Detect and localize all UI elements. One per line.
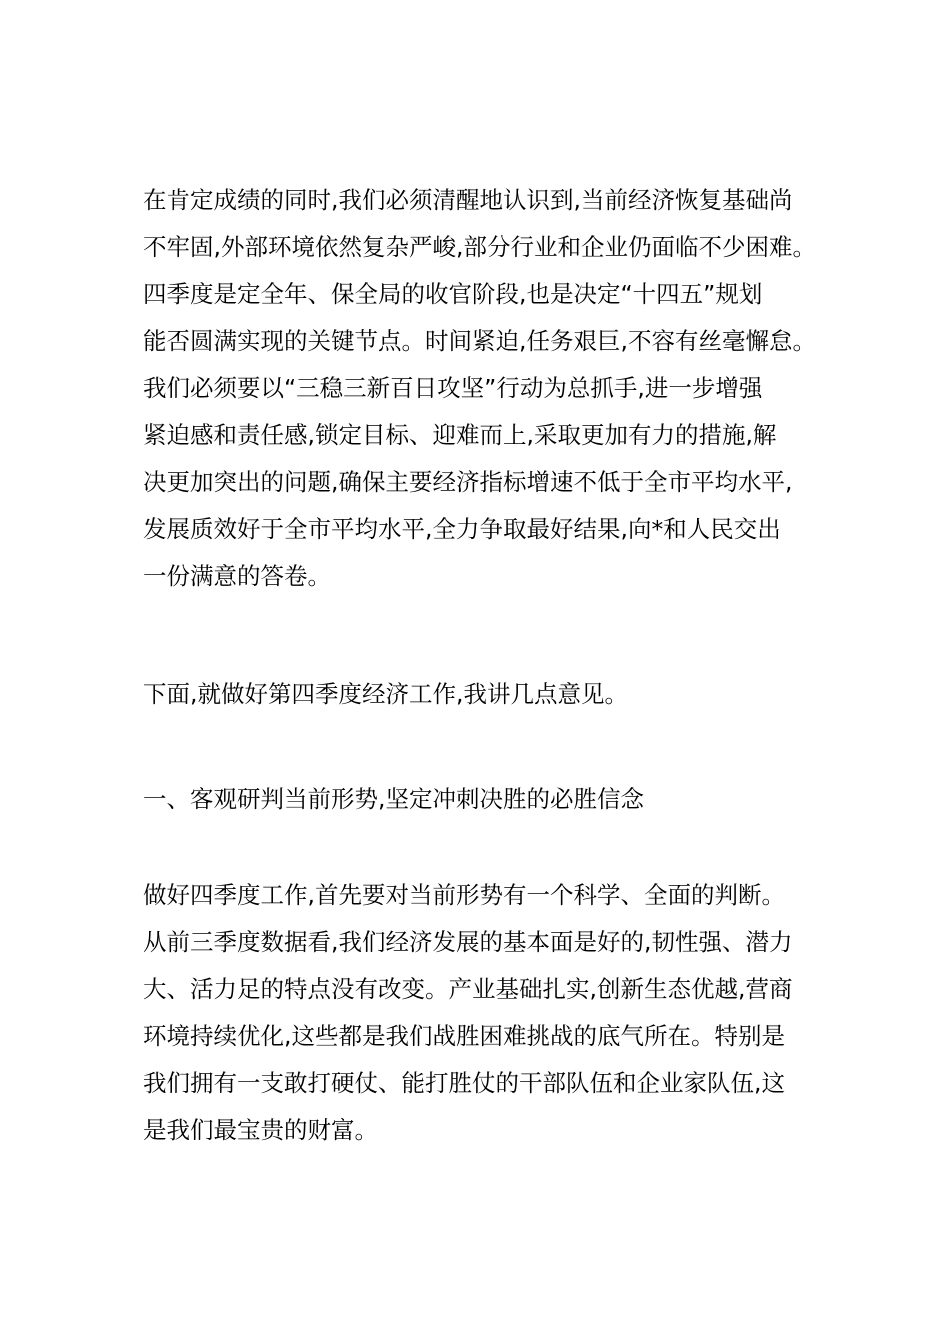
paragraph-3-line-3: 大、活力足的特点没有改变。产业基础扎实,创新生态优越,营商 [143, 975, 793, 1003]
paragraph-1-line-4: 能否圆满实现的关键节点。时间紧迫,任务艰巨,不容有丝毫懈怠。 [143, 327, 816, 355]
paragraph-1-line-5: 我们必须要以“三稳三新百日攻坚”行动为总抓手,进一步增强 [143, 374, 763, 402]
paragraph-3-line-6: 是我们最宝贵的财富。 [143, 1116, 378, 1144]
paragraph-1-line-6: 紧迫感和责任感,锁定目标、迎难而上,采取更加有力的措施,解 [143, 421, 777, 449]
paragraph-1-line-9: 一份满意的答卷。 [143, 562, 331, 590]
paragraph-3-line-4: 环境持续优化,这些都是我们战胜困难挑战的底气所在。特别是 [143, 1022, 785, 1050]
section-heading: 一、客观研判当前形势,坚定冲刺决胜的必胜信念 [143, 785, 644, 813]
paragraph-3-line-1: 做好四季度工作,首先要对当前形势有一个科学、全面的判断。 [143, 881, 785, 909]
paragraph-1-line-8: 发展质效好于全市平均水平,全力争取最好结果,向*和人民交出 [143, 515, 781, 543]
paragraph-1-line-3: 四季度是定全年、保全局的收官阶段,也是决定“十四五”规划 [143, 280, 763, 308]
paragraph-1-line-2: 不牢固,外部环境依然复杂严峻,部分行业和企业仍面临不少困难。 [143, 233, 816, 261]
paragraph-3-line-5: 我们拥有一支敢打硬仗、能打胜仗的干部队伍和企业家队伍,这 [143, 1069, 785, 1097]
paragraph-1-line-1: 在肯定成绩的同时,我们必须清醒地认识到,当前经济恢复基础尚 [143, 186, 793, 214]
paragraph-2-line-1: 下面,就做好第四季度经济工作,我讲几点意见。 [143, 680, 628, 708]
paragraph-3-line-2: 从前三季度数据看,我们经济发展的基本面是好的,韧性强、潜力 [143, 928, 793, 956]
paragraph-1-line-7: 决更加突出的问题,确保主要经济指标增速不低于全市平均水平, [143, 468, 793, 496]
